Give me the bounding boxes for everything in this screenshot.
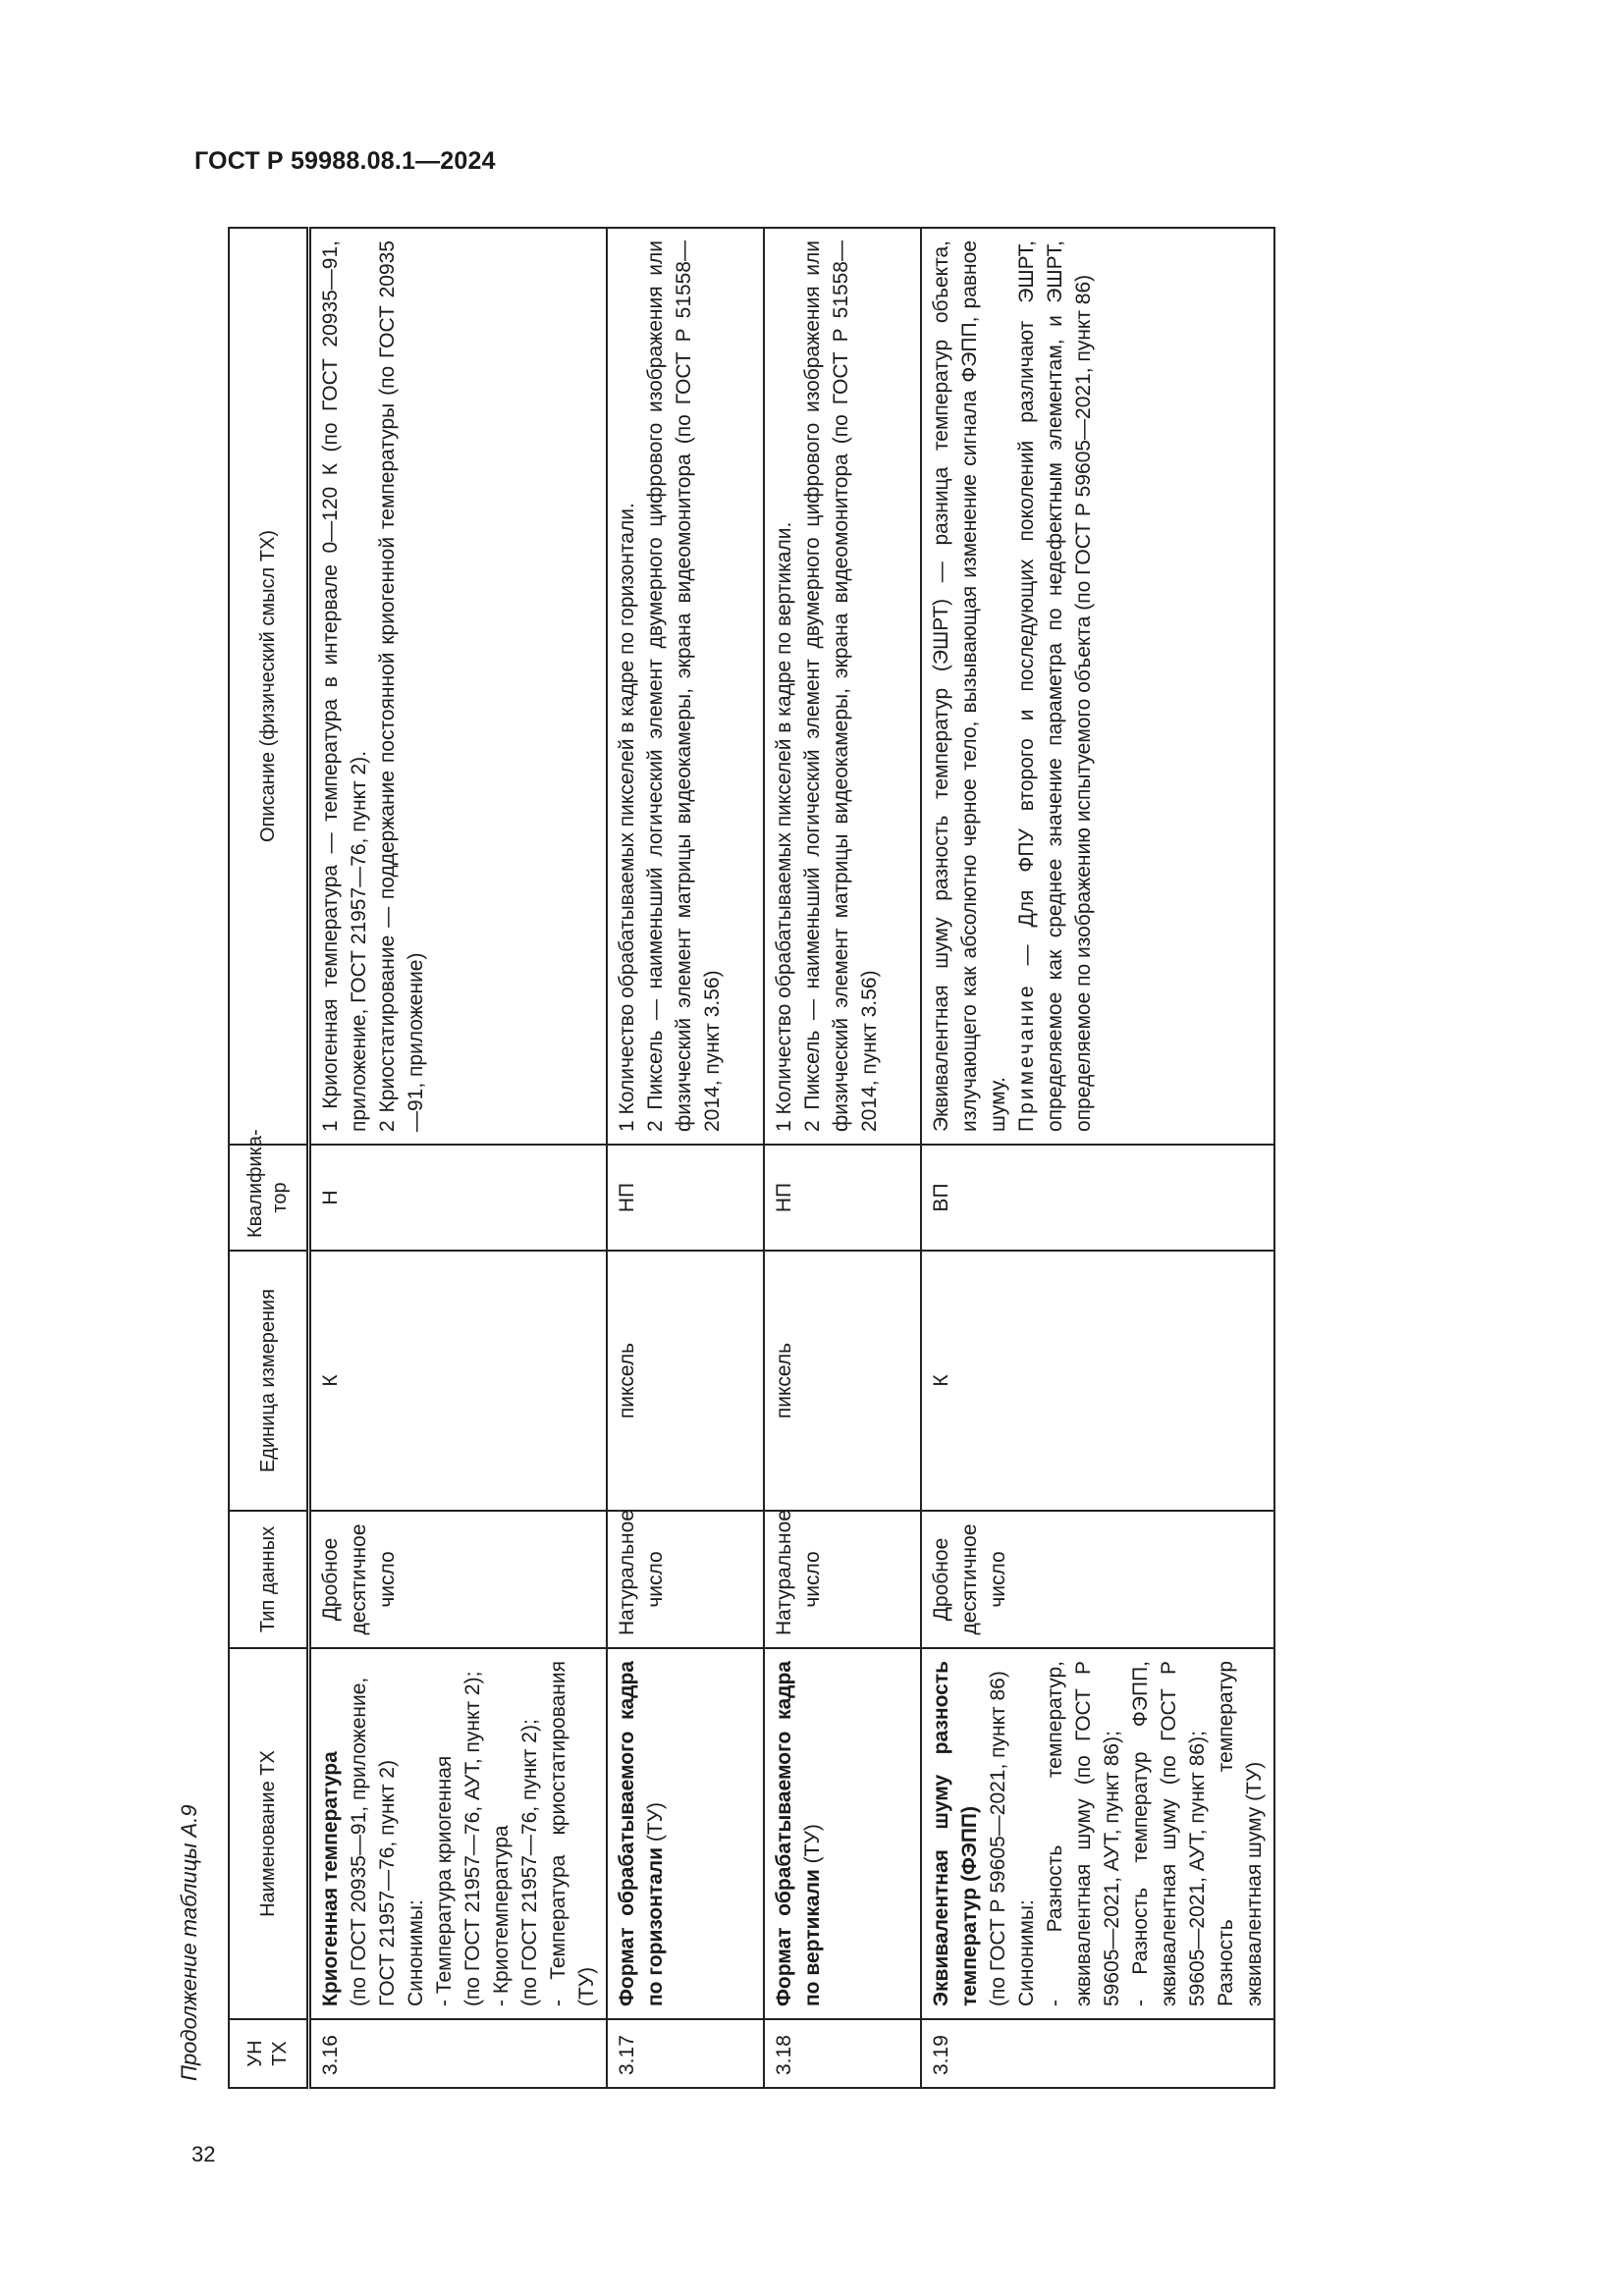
name-line: Разность температур эквивалентная шуму (ТУ): [1215, 1661, 1266, 2006]
table-row: [607, 228, 764, 2088]
name-line: - Температура криогенная: [433, 1755, 456, 2006]
note: [1012, 240, 1098, 1132]
table-row: [764, 228, 921, 2088]
name-line: ГОСТ 21957—76, пункт 2): [376, 1759, 399, 2006]
cell-code: 3.16: [309, 2019, 608, 2088]
cell-unit: пиксель: [607, 1251, 764, 1511]
name-line: (по ГОСТ Р 59605—2021, пункт 86): [987, 1671, 1009, 2006]
cell-description: [607, 228, 764, 1145]
cell-unit: пиксель: [764, 1251, 921, 1511]
desc-line: 1 Количество обрабатываемых пикселей в кадре по горизонтали.: [616, 503, 638, 1132]
desc-line: 2 Пиксель — наименьший логический элемент двумерного цифрового изображения или физический элемент матрицы видеокамеры, экрана видеомонитора (по ГОСТ Р 51558—2014, пункт 3.56): [644, 240, 724, 1132]
name-title: Эквивалентная шуму разность температур (ФЭПП): [930, 1661, 981, 2006]
cell-code: 3.18: [764, 2019, 921, 2088]
header-description: Описание (физический смысл ТХ): [229, 228, 309, 1145]
name-line: Синонимы:: [405, 1899, 427, 2006]
document-header: ГОСТ Р 59988.08.1—2024: [194, 147, 496, 175]
cell-type: Дробное десятичное число: [921, 1511, 1274, 1648]
name-suffix: (ТУ): [801, 1824, 824, 1864]
page-number: 32: [191, 2142, 216, 2166]
cell-qualifier: ВП: [921, 1145, 1274, 1251]
cell-qualifier: Н: [309, 1145, 608, 1251]
table-row: [921, 228, 1274, 2088]
name-line: - Температура криостатирования (ТУ): [547, 1661, 598, 2006]
cell-unit: К: [921, 1251, 1274, 1511]
cell-type: Натуральное число: [607, 1511, 764, 1648]
cell-unit: К: [309, 1251, 608, 1511]
table-header-row: [229, 228, 309, 2088]
cell-qualifier: НП: [607, 1145, 764, 1251]
name-line: - Разность температур ФЭПП, эквивалентная шуму (по ГОСТ Р 59605—2021, АУТ, пункт 86);: [1129, 1661, 1209, 2006]
cell-name: [607, 1648, 764, 2019]
cell-name: [764, 1648, 921, 2019]
cell-code: 3.17: [607, 2019, 764, 2088]
cell-description: [921, 228, 1274, 1145]
cell-type: Натуральное число: [764, 1511, 921, 1648]
cell-name: [921, 1648, 1274, 2019]
name-line: (по ГОСТ 21957—76, АУТ, пункт 2);: [461, 1671, 484, 2006]
characteristics-table: [228, 227, 1275, 2089]
cell-description: [764, 228, 921, 1145]
name-line: - Криотемпература: [490, 1825, 513, 2006]
rotated-table-area: [177, 229, 1394, 2089]
note-label: Примечание: [1015, 983, 1038, 1132]
desc-line: Эквивалентная шуму разность температур (ЭШРТ) — разница температур объекта, излучающего как абсолютно черное тело, вызывающая изменение сигнала ФЭПП, равное шуму.: [930, 240, 1009, 1132]
name-title: Криогенная температура: [319, 1751, 342, 2006]
name-title: Формат обрабатываемого кадра по вертикали: [773, 1661, 824, 2006]
name-line: - Разность температур, эквивалентная шуму (по ГОСТ Р 59605—2021, АУТ, пункт 86);: [1044, 1661, 1123, 2006]
cell-type: Дробное десятичное число: [309, 1511, 608, 1648]
cell-code: 3.19: [921, 2019, 1274, 2088]
cell-description: [309, 228, 608, 1145]
cell-name: [309, 1648, 608, 2019]
header-name: Наименование ТХ: [229, 1648, 309, 2019]
note-text: — Для ФПУ второго и последующих поколений различают ЭШРТ, определяемое как среднее значение параметра по недефектным элементам, и ЭШРТ, определяемое по изображению испытуемого объекта (по ГОСТ Р 59605—2021, пункт 86): [1015, 240, 1095, 1132]
desc-line: 2 Пиксель — наименьший логический элемент двумерного цифрового изображения или физический элемент матрицы видеокамеры, экрана видеомонитора (по ГОСТ Р 51558—2014, пункт 3.56): [801, 240, 881, 1132]
desc-line: 2 Криостатирование — поддержание постоянной криогенной температуры (по ГОСТ 20935—91, приложение): [376, 240, 427, 1132]
table-row: [309, 228, 608, 2088]
header-qualifier: Квалифика-тор: [229, 1145, 309, 1251]
table-caption: Продолжение таблицы А.9: [177, 1804, 201, 2081]
header-unit: Единица измерения: [229, 1251, 309, 1511]
header-code: УН ТХ: [229, 2019, 309, 2088]
cell-qualifier: НП: [764, 1145, 921, 1251]
name-line: Синонимы:: [1015, 1899, 1038, 2006]
name-line: (по ГОСТ 21957—76, пункт 2);: [518, 1719, 541, 2006]
desc-line: 1 Количество обрабатываемых пикселей в кадре по вертикали.: [773, 521, 795, 1132]
desc-line: 1 Криогенная температура — температура в интервале 0—120 К (по ГОСТ 20935—91, приложение, ГОСТ 21957—76, пункт 2).: [319, 240, 370, 1132]
header-type: Тип данных: [229, 1511, 309, 1648]
name-line: (по ГОСТ 20935—91, приложение,: [348, 1677, 370, 2006]
name-title: Формат обрабатываемого кадра по горизонтали: [616, 1661, 667, 2006]
name-suffix: (ТУ): [644, 1801, 667, 1842]
